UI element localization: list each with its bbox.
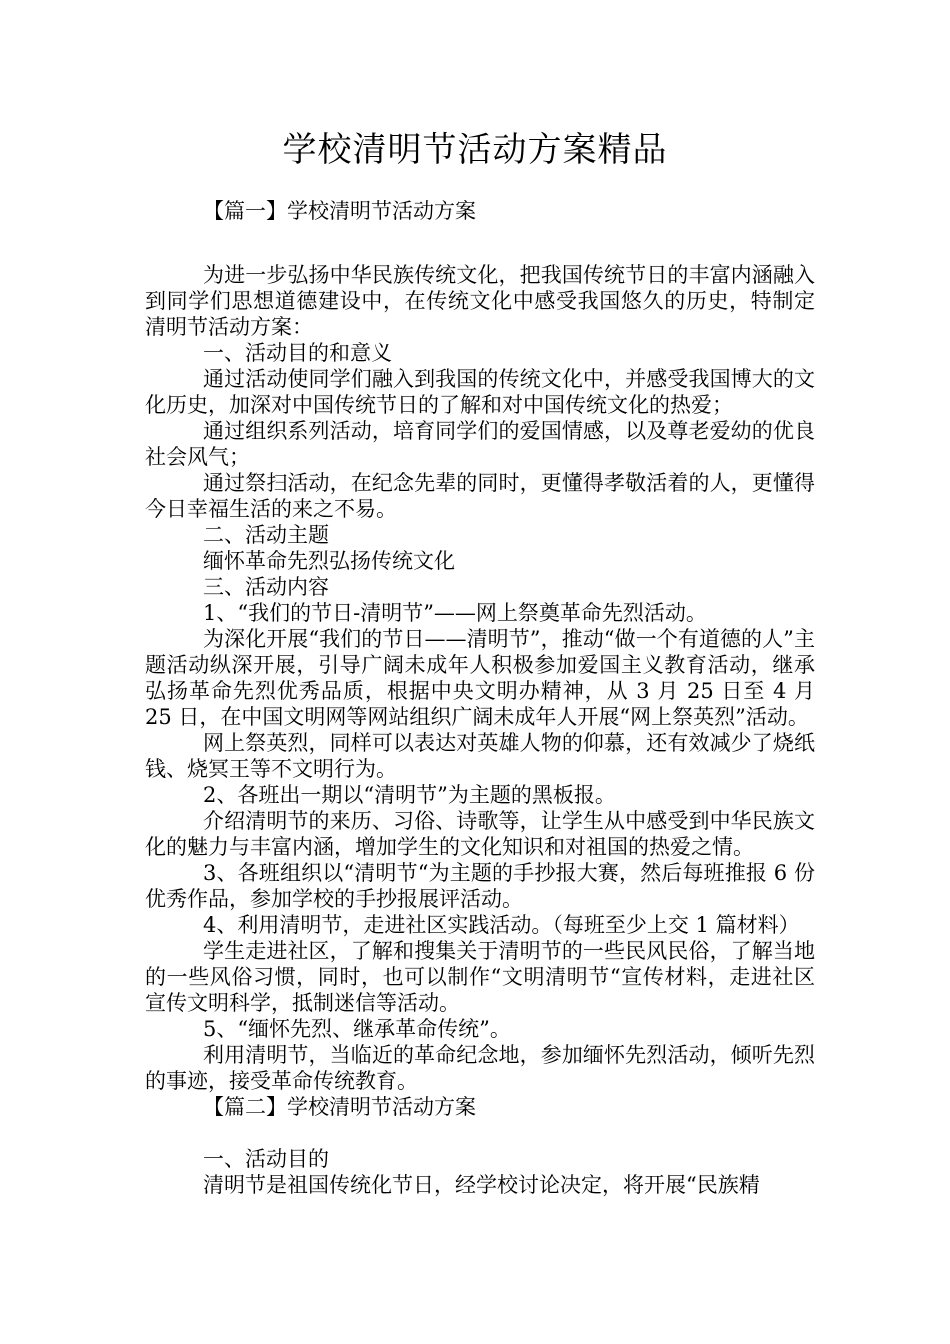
document-body <box>145 198 815 1198</box>
paragraph: 缅怀革命先烈弘扬传统文化 <box>203 549 455 573</box>
spacer <box>145 224 815 250</box>
subheading: 二、活动主题 <box>203 523 329 547</box>
subheading: 三、活动内容 <box>203 575 329 599</box>
paragraph: 网上祭英烈，同样可以表达对英雄人物的仰慕，还有效减少了烧纸钱、烧冥王等不文明行为。 <box>145 731 815 781</box>
list-item: 5、“缅怀先烈、继承革命传统”。 <box>203 1017 511 1041</box>
paragraph: 通过祭扫活动，在纪念先辈的同时，更懂得孝敬活着的人，更懂得今日幸福生活的来之不易。 <box>145 471 815 521</box>
paragraph: 利用清明节，当临近的革命纪念地，参加缅怀先烈活动，倾听先烈的事迹，接受革命传统教育。 <box>145 1043 815 1093</box>
list-item: 4、利用清明节，走进社区实践活动。（每班至少上交 1 篇材料） <box>203 913 800 937</box>
subheading: 一、活动目的 <box>203 1147 329 1171</box>
spacer <box>145 250 815 262</box>
spacer <box>145 1120 815 1146</box>
section-heading-2: 【篇二】学校清明节活动方案 <box>203 1095 476 1119</box>
paragraph: 为进一步弘扬中华民族传统文化，把我国传统节日的丰富内涵融入到同学们思想道德建设中，在传统文化中感受我国悠久的历史，特制定清明节活动方案： <box>145 263 815 339</box>
list-item: 1、“我们的节日-清明节”——网上祭奠革命先烈活动。 <box>203 601 707 625</box>
document-title: 学校清明节活动方案精品 <box>282 130 668 170</box>
list-item: 2、各班出一期以“清明节”为主题的黑板报。 <box>203 783 616 807</box>
paragraph: 介绍清明节的来历、习俗、诗歌等，让学生从中感受到中华民族文化的魅力与丰富内涵，增加学生的文化知识和对祖国的热爱之情。 <box>145 809 815 859</box>
section-heading-1: 【篇一】学校清明节活动方案 <box>203 199 476 223</box>
list-item: 3、各班组织以“清明节“为主题的手抄报大赛，然后每班推报 6 份优秀作品，参加学校的手抄报展评活动。 <box>145 861 815 911</box>
paragraph: 学生走进社区，了解和搜集关于清明节的一些民风民俗，了解当地的一些风俗习惯，同时，也可以制作“文明清明节“宣传材料，走进社区宣传文明科学，抵制迷信等活动。 <box>145 939 815 1015</box>
paragraph: 清明节是祖国传统化节日，经学校讨论决定，将开展“民族精 <box>203 1173 760 1197</box>
paragraph: 为深化开展“我们的节日——清明节”，推动“做一个有道德的人”主题活动纵深开展，引导广阔未成年人积极参加爱国主义教育活动，继承弘扬革命先烈优秀品质，根据中央文明办精神，从 3 月 25 日至 4 月 25 日，在中国文明网等网站组织广阔未成年人开展“网上祭英烈”活动。 <box>145 627 815 729</box>
subheading: 一、活动目的和意义 <box>203 341 392 365</box>
paragraph: 通过活动使同学们融入到我国的传统文化中，并感受我国博大的文化历史，加深对中国传统节日的了解和对中国传统文化的热爱； <box>145 367 815 417</box>
paragraph: 通过组织系列活动，培育同学们的爱国情感，以及尊老爱幼的优良社会风气； <box>145 419 815 469</box>
